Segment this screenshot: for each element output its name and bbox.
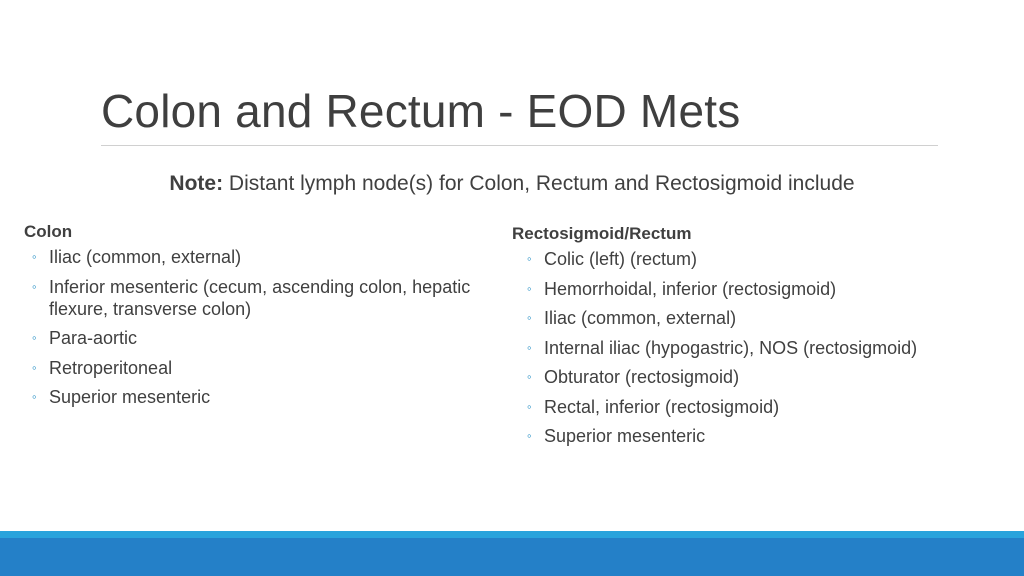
list-item [24, 276, 484, 320]
rectum-column [512, 224, 1012, 455]
list-item-text: Obturator (rectosigmoid) [544, 367, 740, 387]
hollow-circle-bullet-icon: ◦ [527, 428, 532, 443]
list-item [24, 327, 484, 349]
list-item-text: Hemorrhoidal, inferior (rectosigmoid) [544, 278, 837, 299]
hollow-circle-bullet-icon: ◦ [32, 249, 37, 264]
list-item-text: Retroperitoneal [49, 357, 173, 378]
list-item-text: Internal iliac (hypogastric), NOS (rectosigmoid) [544, 337, 918, 358]
list-item-text: Iliac (common, external) [544, 308, 737, 328]
list-item [24, 357, 484, 379]
list-item [512, 396, 1012, 418]
rectum-list [512, 248, 1012, 447]
list-item-text: Rectal, inferior (rectosigmoid) [544, 396, 780, 417]
list-item-text: Colic (left) (rectum) [544, 249, 698, 269]
note-line [0, 172, 1024, 196]
hollow-circle-bullet-icon: ◦ [527, 310, 532, 325]
list-item [512, 248, 1012, 270]
hollow-circle-bullet-icon: ◦ [32, 330, 37, 345]
list-item [512, 307, 1012, 329]
colon-heading: Colon [24, 222, 73, 241]
title-divider [101, 145, 938, 146]
hollow-circle-bullet-icon: ◦ [32, 278, 37, 294]
note-label: Note: [169, 172, 224, 195]
hollow-circle-bullet-icon: ◦ [527, 369, 532, 384]
hollow-circle-bullet-icon: ◦ [527, 251, 532, 266]
list-item [24, 386, 484, 408]
list-item-text: Superior mesenteric [544, 426, 706, 446]
list-item [512, 337, 1012, 359]
hollow-circle-bullet-icon: ◦ [32, 389, 37, 404]
slide-title: Colon and Rectum - EOD Mets [101, 85, 741, 137]
colon-list [24, 246, 484, 408]
footer-band-accent [0, 531, 1024, 538]
hollow-circle-bullet-icon: ◦ [32, 359, 37, 375]
list-item [512, 366, 1012, 388]
rectum-heading: Rectosigmoid/Rectum [512, 224, 692, 243]
note-text: Distant lymph node(s) for Colon, Rectum and Rectosigmoid include [223, 172, 855, 195]
hollow-circle-bullet-icon: ◦ [527, 398, 532, 414]
list-item [512, 278, 1012, 300]
list-item [24, 246, 484, 268]
footer-band [0, 538, 1024, 576]
list-item-text: Superior mesenteric [49, 387, 211, 407]
list-item-text: Inferior mesenteric (cecum, ascending colon, hepatic flexure, transverse colon) [49, 276, 471, 319]
list-item-text: Para-aortic [49, 328, 138, 348]
list-item-text: Iliac (common, external) [49, 247, 242, 267]
colon-column [24, 222, 484, 416]
list-item [512, 425, 1012, 447]
hollow-circle-bullet-icon: ◦ [527, 339, 532, 355]
hollow-circle-bullet-icon: ◦ [527, 280, 532, 296]
